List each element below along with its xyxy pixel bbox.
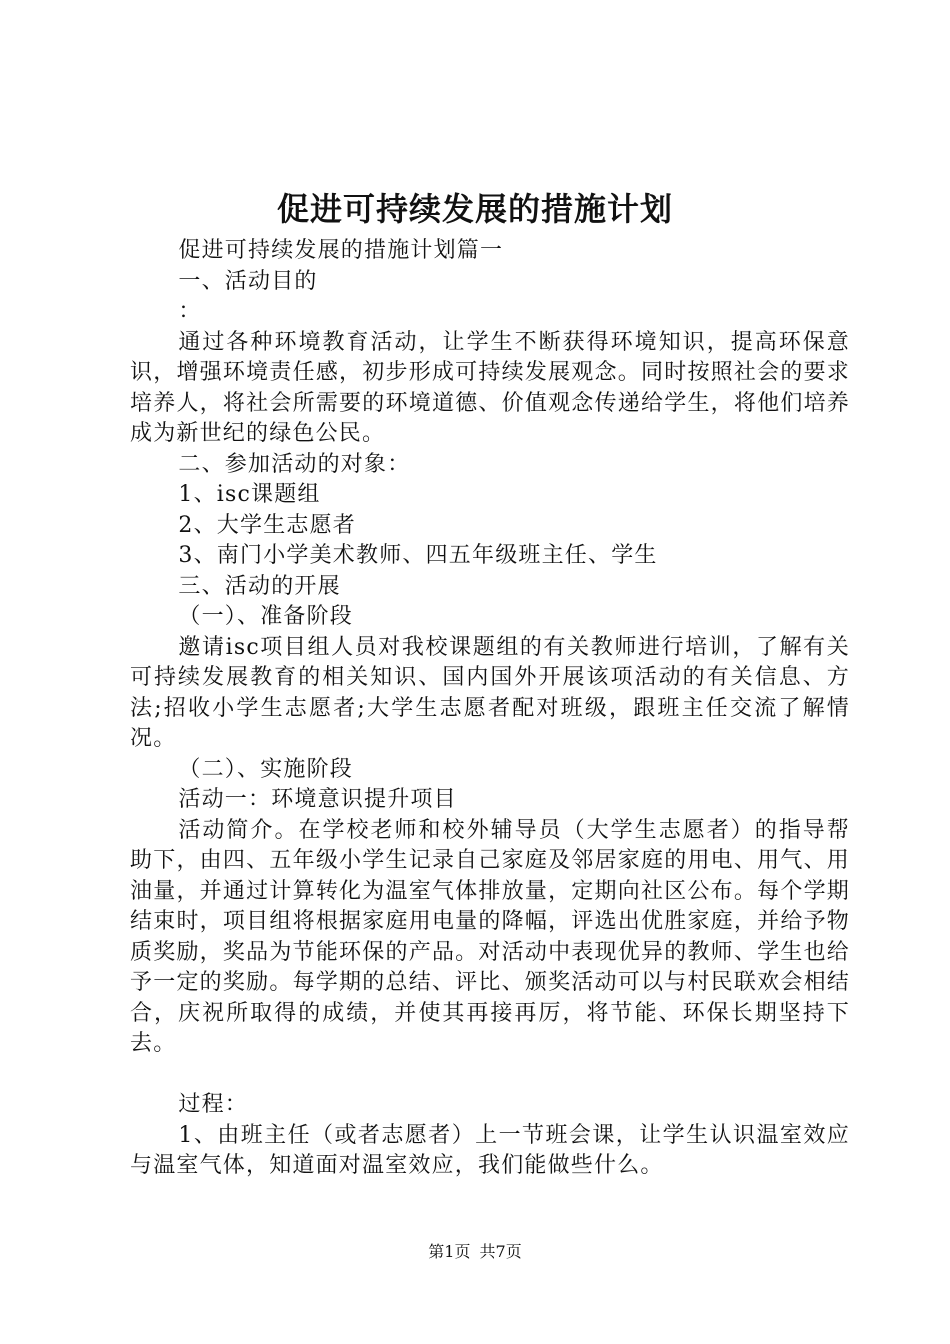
page-footer [0, 1242, 950, 1262]
page-number: 第1页 [428, 1242, 471, 1261]
document-body [130, 236, 850, 1182]
paragraph-heading-activities: 三、活动的开展 [178, 573, 341, 599]
list-item: 1、isc课题组 [178, 482, 321, 507]
paragraph-prep-text: 邀请isc项目组人员对我校课题组的有关教师进行培训，了解有关可持续发展教育的相关知识、国内国外开展该项活动的有关信息、方法;招收小学生志愿者;大学生志愿者配对班级，跟班主任交流了解情况。 [130, 634, 850, 751]
paragraph-process-heading: 过程： [178, 1092, 248, 1117]
paragraph-blank [130, 1060, 850, 1091]
list-item: 2、大学生志愿者 [178, 512, 356, 538]
paragraph-heading-participants: 二、参加活动的对象： [178, 451, 411, 477]
list-item: 3、南门小学美术教师、四五年级班主任、学生 [178, 543, 658, 568]
paragraph-subheading-prep: （一）、准备阶段 [178, 604, 353, 629]
paragraph-subheading-implementation: （二）、实施阶段 [178, 756, 353, 782]
page-total: 共7页 [479, 1242, 522, 1261]
paragraph-heading-purpose: 一、活动目的 [178, 268, 318, 294]
paragraph-activity-intro: 活动简介。在学校老师和校外辅导员（大学生志愿者）的指导帮助下，由四、五年级小学生记录自己家庭及邻居家庭的用电、用气、用油量，并通过计算转化为温室气体排放量，定期向社区公布。每个学期结束时，项目组将根据家庭用电量的降幅，评选出优胜家庭，并给予物质奖励，奖品为节能环保的产品。对活动中表现优异的教师、学生也给予一定的奖励。每学期的总结、评比、颁奖活动可以与村民联欢会相结合，庆祝所取得的成绩，并使其再接再厉，将节能、环保长期坚持下去。 [130, 817, 850, 1056]
paragraph-purpose-text: 通过各种环境教育活动，让学生不断获得环境知识，提高环保意识，增强环境责任感，初步形成可持续发展观念。同时按照社会的要求培养人，将社会所需要的环境道德、价值观念传递给学生，将他们培养成为新世纪的绿色公民。 [130, 329, 850, 446]
paragraph-colon: ： [178, 299, 202, 324]
paragraph-subtitle: 促进可持续发展的措施计划篇一 [178, 238, 504, 263]
paragraph-activity-one: 活动一：环境意识提升项目 [178, 787, 457, 812]
document-title: 促进可持续发展的措施计划 [276, 190, 673, 228]
paragraph-process-step: 1、由班主任（或者志愿者）上一节班会课，让学生认识温室效应与温室气体，知道面对温室效应，我们能做些什么。 [130, 1122, 850, 1178]
